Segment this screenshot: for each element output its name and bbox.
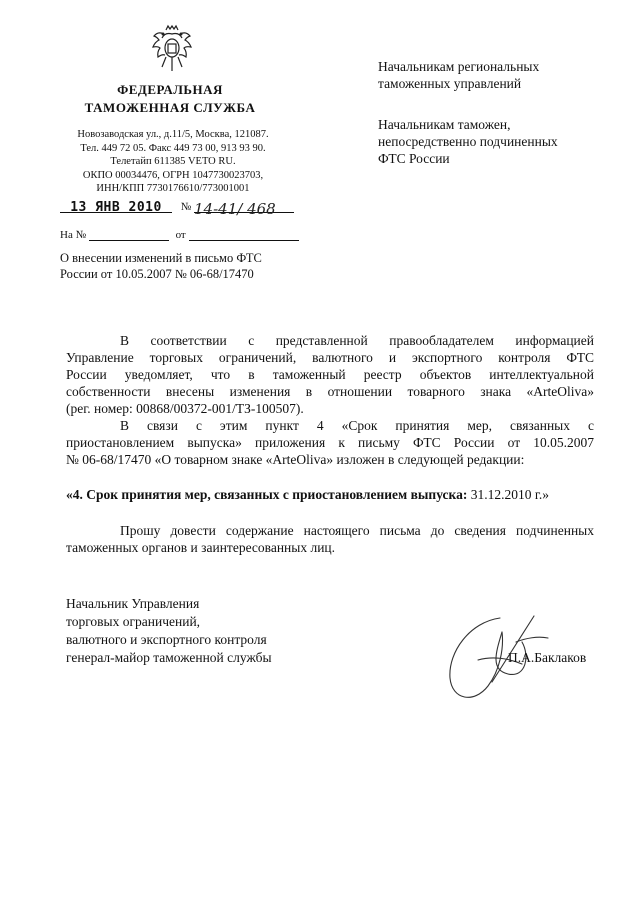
ref-from-label: от [175,229,186,241]
number-handwritten: 14-41/ 468 [194,200,276,218]
org-contacts [58,128,288,196]
number-label: № [180,201,192,213]
contact-line: Новозаводская ул., д.11/5, Москва, 121087. [77,129,269,140]
addressee-line: непосредственно подчиненных [378,134,558,149]
number-field [194,200,294,218]
quoted-clause-value: 31.12.2010 г.» [467,487,550,502]
contact-line: Телетайп 611385 VETO RU. [110,156,236,167]
body-line: России уведомляет, что в таможенный реестр объектов интеллектуальной [66,367,594,382]
signer-title [66,595,272,667]
contact-line: Тел. 449 72 05. Факс 449 73 00, 913 93 90. [80,142,266,154]
signer-title-line: торговых ограничений, [66,614,201,629]
ref-label: На № [60,229,87,241]
contact-line: ИНН/КПП 7730176610/773001001 [96,183,250,194]
quoted-clause [66,486,594,503]
body-paragraph-1 [66,332,594,417]
org-name-line2: ТАМОЖЕННАЯ СЛУЖБА [84,100,256,115]
body-line: приостановлением выпуска» приложения к письму ФТС России от 10.05.2007 [66,435,594,450]
addressee-line: таможенных управлений [378,76,522,91]
body-line: Управление торговых ограничений, валютного и экспортного контроля ФТС [66,350,594,365]
body-line: собственности внесены изменения в отношении товарного знака «ArteOliva» [66,384,594,399]
body-line: таможенных органов и заинтересованных лиц. [66,540,336,555]
signer-name: П.А.Баклаков [508,650,587,665]
subject-line: О внесении изменений в письмо ФТС [60,251,262,265]
body-line: (рег. номер: 00868/00372-001/ТЗ-100507). [66,401,304,416]
body-line: № 06-68/17470 «О товарном знаке «ArteOliva» изложен в следующей редакции: [66,452,525,467]
ref-number-field [89,228,169,241]
addressee-customs [378,116,608,167]
date-stamp: 13 ЯНВ 2010 [70,200,162,215]
body-paragraph-4 [66,522,594,556]
addressee-line: ФТС России [378,151,450,166]
subject [60,250,310,282]
date-field [60,200,172,213]
quoted-clause-label: «4. Срок принятия мер, связанных с приостановлением выпуска: [66,487,468,502]
registration-line [60,200,294,218]
addressee-regional [378,58,608,92]
subject-line: России от 10.05.2007 № 06-68/17470 [60,267,254,281]
org-name-line1: ФЕДЕРАЛЬНАЯ [117,82,223,97]
body-paragraph-2 [66,417,594,468]
addressee-line: Начальникам региональных [378,59,540,74]
addressee-line: Начальникам таможен, [378,117,511,132]
contact-line: ОКПО 00034476, ОГРН 1047730023703, [82,169,264,181]
body-line: В связи с этим пункт 4 «Срок принятия мер, связанных с [120,418,594,433]
signer-title-line: Начальник Управления [66,596,200,611]
signer-title-line: валютного и экспортного контроля [66,632,267,647]
reference-line [60,228,299,241]
body-line: Прошу довести содержание настоящего письма до сведения подчиненных [120,523,594,538]
ref-date-field [189,228,299,241]
signer-title-line: генерал-майор таможенной службы [66,650,272,665]
body-line: В соответствии с представленной правообладателем информацией [120,333,594,348]
double-headed-eagle-emblem-icon [150,24,194,76]
